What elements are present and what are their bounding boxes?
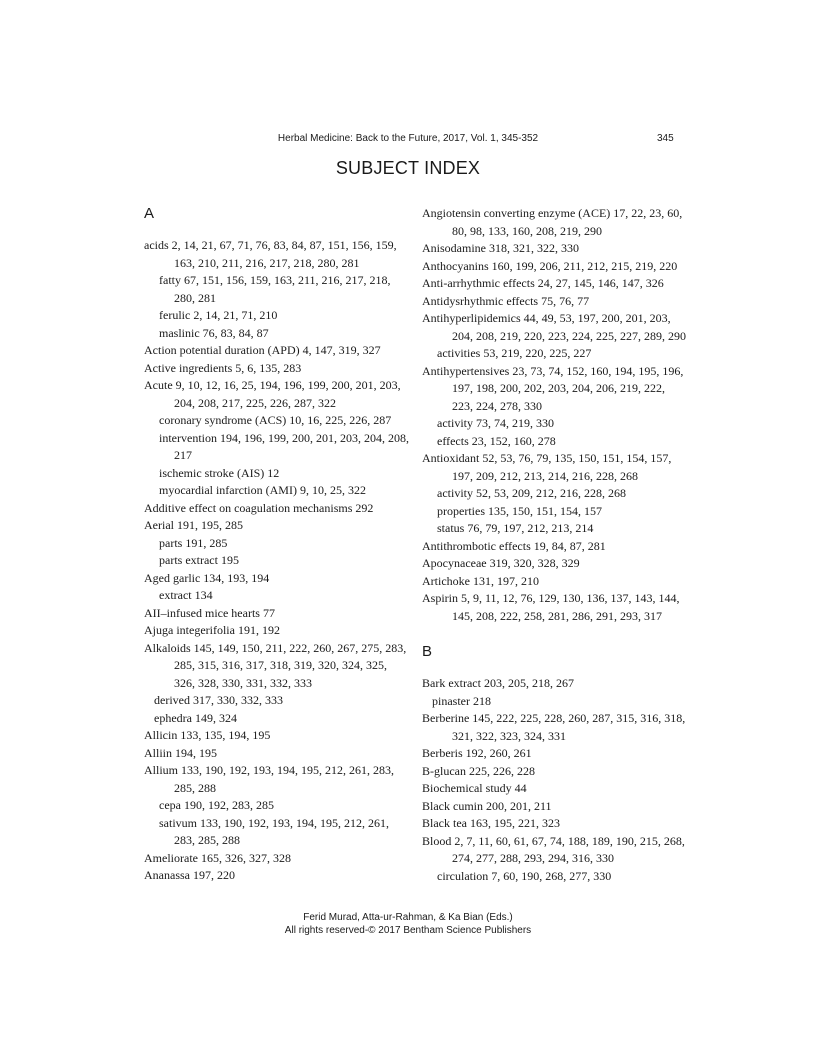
index-entry: Antihyperlipidemics 44, 49, 53, 197, 200, 201, 203, 204, 208, 219, 220, 223, 224, 225, 227, 289, 290 [422,311,686,343]
index-column-left [144,205,409,885]
index-entry: activity 52, 53, 209, 212, 216, 228, 268 [437,486,626,500]
index-entry: fatty 67, 151, 156, 159, 163, 211, 216, 217, 218, 280, 281 [159,273,391,305]
index-entry: Ajuga integerifolia 191, 192 [144,623,280,637]
section-letter-a: A [144,205,155,222]
index-entry: Acute 9, 10, 12, 16, 25, 194, 196, 199, 200, 201, 203, 204, 208, 217, 225, 226, 287, 322 [144,378,401,410]
index-entry: Alliin 194, 195 [144,745,218,760]
section-gap [422,625,687,643]
index-entry: Antioxidant 52, 53, 76, 79, 135, 150, 151, 154, 157, 197, 209, 212, 213, 214, 216, 228, 268 [422,451,672,483]
index-entry: Aerial 191, 195, 285 [144,518,243,532]
index-entry: Bark extract 203, 205, 218, 267 [422,676,574,690]
index-entry: Anthocyanins 160, 199, 206, 211, 212, 215, 219, 220 [422,258,678,273]
index-entry: AII–infused mice hearts 77 [144,605,275,620]
index-entry: Active ingredients 5, 6, 135, 283 [144,360,302,375]
index-entry: effects 23, 152, 160, 278 [437,433,556,448]
right-entry-list-a [422,205,687,625]
footer-copyright: All rights reserved-© 2017 Bentham Science Publishers [284,925,532,936]
page-footer [0,911,816,937]
index-entry: Artichoke 131, 197, 210 [422,573,539,588]
index-entry: Antithrombotic effects 19, 84, 87, 281 [422,538,606,553]
index-entry: cepa 190, 192, 283, 285 [159,798,274,812]
index-entry: activity 73, 74, 219, 330 [437,416,554,430]
index-entry: status 76, 79, 197, 212, 213, 214 [437,521,594,535]
page-number: 345 [657,133,674,144]
index-entry: ischemic stroke (AIS) 12 [159,465,280,480]
index-entry: circulation 7, 60, 190, 268, 277, 330 [437,868,612,883]
index-entry: parts extract 195 [159,553,239,567]
index-entry: intervention 194, 196, 199, 200, 201, 203, 204, 208, 217 [159,430,409,462]
index-entry: maslinic 76, 83, 84, 87 [159,325,269,340]
index-entry: Allium 133, 190, 192, 193, 194, 195, 212, 261, 283, 285, 288 [144,763,395,795]
left-entry-list [144,237,409,885]
index-entry: sativum 133, 190, 192, 193, 194, 195, 212, 261, 283, 285, 288 [159,815,389,847]
index-entry: Black tea 163, 195, 221, 323 [422,816,560,830]
index-entry: Antidysrhythmic effects 75, 76, 77 [422,293,590,308]
index-entry: Allicin 133, 135, 194, 195 [144,728,271,742]
index-entry: Aged garlic 134, 193, 194 [144,570,270,585]
index-column-right [422,205,687,885]
index-entry: B-glucan 225, 226, 228 [422,763,535,778]
index-entry: Berberine 145, 222, 225, 228, 260, 287, 315, 316, 318, 321, 322, 323, 324, 331 [422,711,686,743]
index-entry: coronary syndrome (ACS) 10, 16, 225, 226, 287 [159,413,392,427]
index-entry: Additive effect on coagulation mechanisms 292 [144,500,374,515]
running-head: Herbal Medicine: Back to the Future, 2017, Vol. 1, 345-352 [277,133,539,144]
index-entry: ferulic 2, 14, 21, 71, 210 [159,308,278,322]
index-entry: pinaster 218 [432,693,491,708]
index-entry: Blood 2, 7, 11, 60, 61, 67, 74, 188, 189, 190, 215, 268, 274, 277, 288, 293, 294, 316, 330 [422,833,685,865]
index-entry: parts 191, 285 [159,535,228,550]
index-entry: ephedra 149, 324 [154,710,237,725]
index-entry: Anti-arrhythmic effects 24, 27, 145, 146, 147, 326 [422,276,664,290]
index-entry: properties 135, 150, 151, 154, 157 [437,503,602,518]
index-entry: Biochemical study 44 [422,781,527,795]
section-letter-b: B [422,643,433,660]
index-entry: Anisodamine 318, 321, 322, 330 [422,241,579,255]
index-entry: Ameliorate 165, 326, 327, 328 [144,850,291,865]
index-entry: Apocynaceae 319, 320, 328, 329 [422,556,580,570]
page-title: SUBJECT INDEX [335,158,481,178]
index-entry: extract 134 [159,588,213,602]
index-entry: Aspirin 5, 9, 11, 12, 76, 129, 130, 136, 137, 143, 144, 145, 208, 222, 258, 281, 286, 291, 293, 317 [422,591,680,623]
index-entry: Black cumin 200, 201, 211 [422,798,552,813]
index-entry: Action potential duration (APD) 4, 147, 319, 327 [144,343,381,357]
index-entry: activities 53, 219, 220, 225, 227 [437,346,592,360]
right-entry-list-b [422,675,687,885]
index-entry: Alkaloids 145, 149, 150, 211, 222, 260, 267, 275, 283, 285, 315, 316, 317, 318, 319, 320, 324, 325, 326, 328, 330, 331, 332, 333 [144,640,407,690]
index-entry: Antihypertensives 23, 73, 74, 152, 160, 194, 195, 196, 197, 198, 200, 202, 203, 204, 206, 219, 222, 223, 224, 278, 330 [422,363,684,413]
index-entry: myocardial infarction (AMI) 9, 10, 25, 322 [159,483,366,497]
index-entry: derived 317, 330, 332, 333 [154,693,283,707]
index-entry: Berberis 192, 260, 261 [422,746,532,760]
index-entry: Ananassa 197, 220 [144,868,235,882]
index-entry: Angiotensin converting enzyme (ACE) 17, 22, 23, 60, 80, 98, 133, 160, 208, 219, 290 [422,206,683,238]
footer-editors: Ferid Murad, Atta-ur-Rahman, & Ka Bian (Eds.) [303,912,513,923]
index-entry: acids 2, 14, 21, 67, 71, 76, 83, 84, 87, 151, 156, 159, 163, 210, 211, 216, 217, 218, 280, 281 [144,238,397,270]
